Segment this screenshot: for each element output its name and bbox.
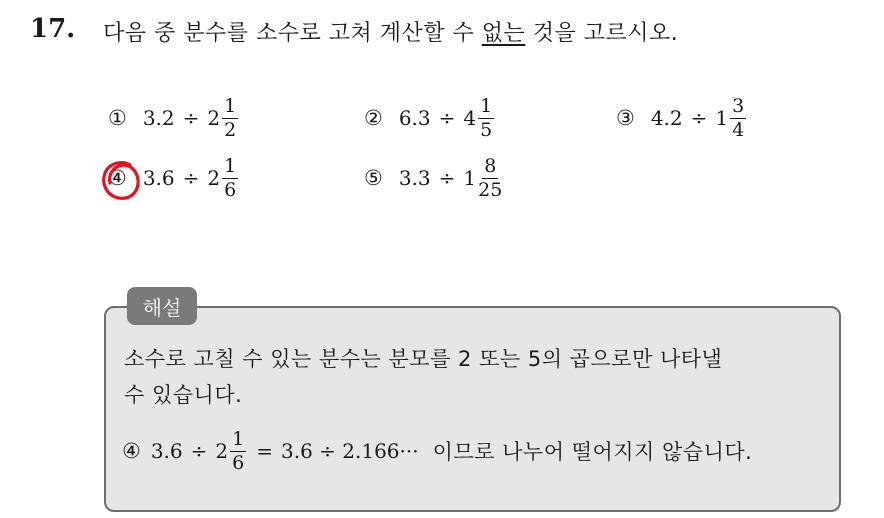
fraction-denominator: 5 <box>480 118 493 141</box>
choice-1-whole: 2 <box>207 106 221 131</box>
choice-3-fraction <box>730 96 746 140</box>
fraction-denominator: 2 <box>224 118 237 141</box>
choice-2-mark: ② <box>364 106 383 131</box>
choice-4-fraction <box>222 156 238 200</box>
fraction-numerator: 1 <box>224 155 237 177</box>
fraction-denominator: 25 <box>478 178 503 201</box>
choice-2[interactable] <box>364 96 494 140</box>
equals-sign: = <box>256 439 273 464</box>
explanation-line-2: 수 있습니다. <box>124 383 243 407</box>
choice-2-fraction <box>478 96 494 140</box>
question-text-before: 다음 중 분수를 소수로 고쳐 계산할 수 <box>103 21 482 46</box>
choice-3[interactable] <box>616 96 746 140</box>
explanation-lhs-decimal: 3.6 <box>150 439 183 464</box>
explanation-mark: ④ <box>122 439 141 464</box>
fraction-denominator: 4 <box>732 118 745 141</box>
question-number: 17. <box>30 14 76 44</box>
choice-1[interactable] <box>108 96 238 140</box>
explanation-tag: 해설 <box>127 287 197 325</box>
divide-sign: ÷ <box>438 166 456 191</box>
explanation-whole: 2 <box>215 439 229 464</box>
divide-sign: ÷ <box>182 106 200 131</box>
fraction-numerator: 3 <box>732 95 745 117</box>
explanation-line-3 <box>122 429 752 473</box>
explanation-line-1: 소수로 고칠 수 있는 분수는 분모를 2 또는 5의 곱으로만 나타낼 <box>124 347 723 371</box>
choice-4-whole: 2 <box>207 166 221 191</box>
choice-5-mark: ⑤ <box>364 166 383 191</box>
explanation-fraction <box>230 429 246 473</box>
explanation-rhs: 3.6 ÷ 2.166··· <box>281 439 419 464</box>
divide-sign: ÷ <box>438 106 456 131</box>
fraction-numerator: 1 <box>224 95 237 117</box>
fraction-denominator: 6 <box>232 451 245 474</box>
choice-5-whole: 1 <box>463 166 477 191</box>
choice-5[interactable] <box>364 156 502 200</box>
choice-2-decimal: 6.3 <box>398 106 431 131</box>
choice-4[interactable] <box>108 156 238 200</box>
divide-sign: ÷ <box>182 166 200 191</box>
explanation-conclusion: 이므로 나누어 떨어지지 않습니다. <box>432 440 753 465</box>
fraction-numerator: 1 <box>480 95 493 117</box>
explanation-box <box>104 306 841 512</box>
choice-1-mark: ① <box>108 106 127 131</box>
choice-1-fraction <box>222 96 238 140</box>
question-text-after: 것을 고르시오. <box>525 21 679 46</box>
question-text-underlined: 없는 <box>481 21 526 46</box>
choice-5-decimal: 3.3 <box>398 166 431 191</box>
question-text <box>103 16 678 47</box>
choice-3-decimal: 4.2 <box>650 106 683 131</box>
choice-2-whole: 4 <box>463 106 477 131</box>
choice-4-decimal: 3.6 <box>142 166 175 191</box>
choice-3-mark: ③ <box>616 106 635 131</box>
divide-sign: ÷ <box>190 439 208 464</box>
choice-3-whole: 1 <box>715 106 729 131</box>
fraction-denominator: 6 <box>224 178 237 201</box>
fraction-numerator: 1 <box>232 428 245 450</box>
choice-1-decimal: 3.2 <box>142 106 175 131</box>
choice-5-fraction <box>478 156 502 200</box>
divide-sign: ÷ <box>690 106 708 131</box>
fraction-numerator: 8 <box>484 155 497 177</box>
choice-4-mark: ④ <box>108 166 127 191</box>
